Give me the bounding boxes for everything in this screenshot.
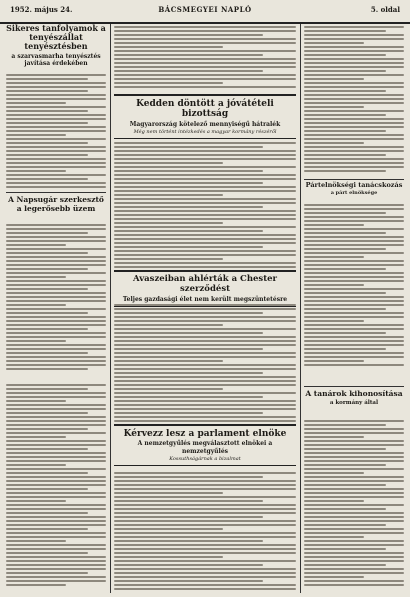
article-teachers [304,390,404,406]
article-body-text [6,224,106,374]
article-subheadline: a kormány által [329,399,379,406]
article-factory [6,196,106,213]
masthead [0,0,410,24]
article-subheadline: a párt elnöksége [330,190,378,197]
article-body-text [6,74,106,192]
article-subheadline: a szarvasmarha tenyésztés javítása érdekében [11,52,101,67]
article-reparation [114,94,296,139]
article-body-text [114,142,296,270]
right-column [304,24,404,597]
article-headline: Pártelnökségi tanácskozás [305,181,403,189]
article-breeding [6,24,106,67]
article-subheadline: A nemzetgyűlés megválasztott elnökei a nemzetgyűlés [137,440,273,455]
article-body-text [114,26,296,94]
page-number: 5. oldal [370,5,400,14]
article-deck: Még nem történt intézkedés a magyar kormány részéről [133,128,277,135]
article-body-text [304,420,404,592]
article-deck: Kossuthságárnak a bizalmat [169,455,241,462]
article-separator [304,386,404,387]
article-subheadline: Teljes gazdasági élet nem került megszüntetésre [122,295,288,303]
article-headline: Sikeres tanfolyamok a tenyészállat tenyésztésben [6,23,106,52]
article-headline: Kérvezz lesz a parlament elnöke [123,429,287,439]
article-separator [304,179,404,180]
article-body-text [304,204,404,372]
center-column [114,24,296,597]
article-body-text [114,472,296,592]
article-headline: Kedden döntött a jóvátételi bizottság [136,99,274,120]
article-party-meeting [304,182,404,196]
issue-date: 1952. május 24. [10,5,73,14]
article-body-text [6,384,106,594]
article-chester [114,270,296,307]
article-body-text [304,26,404,176]
column-divider [300,24,301,593]
article-subheadline: Magyarország kötelező mennyiségű hátralék [129,120,281,128]
article-separator [6,192,106,193]
column-divider [110,24,111,593]
newspaper-title: BÁCSMEGYEI NAPLÓ [158,5,252,14]
article-body-text [114,304,296,424]
article-headline: Avaszeiban ahlérták a Chester szerződést [132,274,278,294]
left-column [6,24,106,597]
article-parliament [114,424,296,466]
article-headline: A tanárok kihonosítása [305,389,403,398]
article-headline: A Napsugár szerkesztő a legerősebb üzem [8,195,104,213]
